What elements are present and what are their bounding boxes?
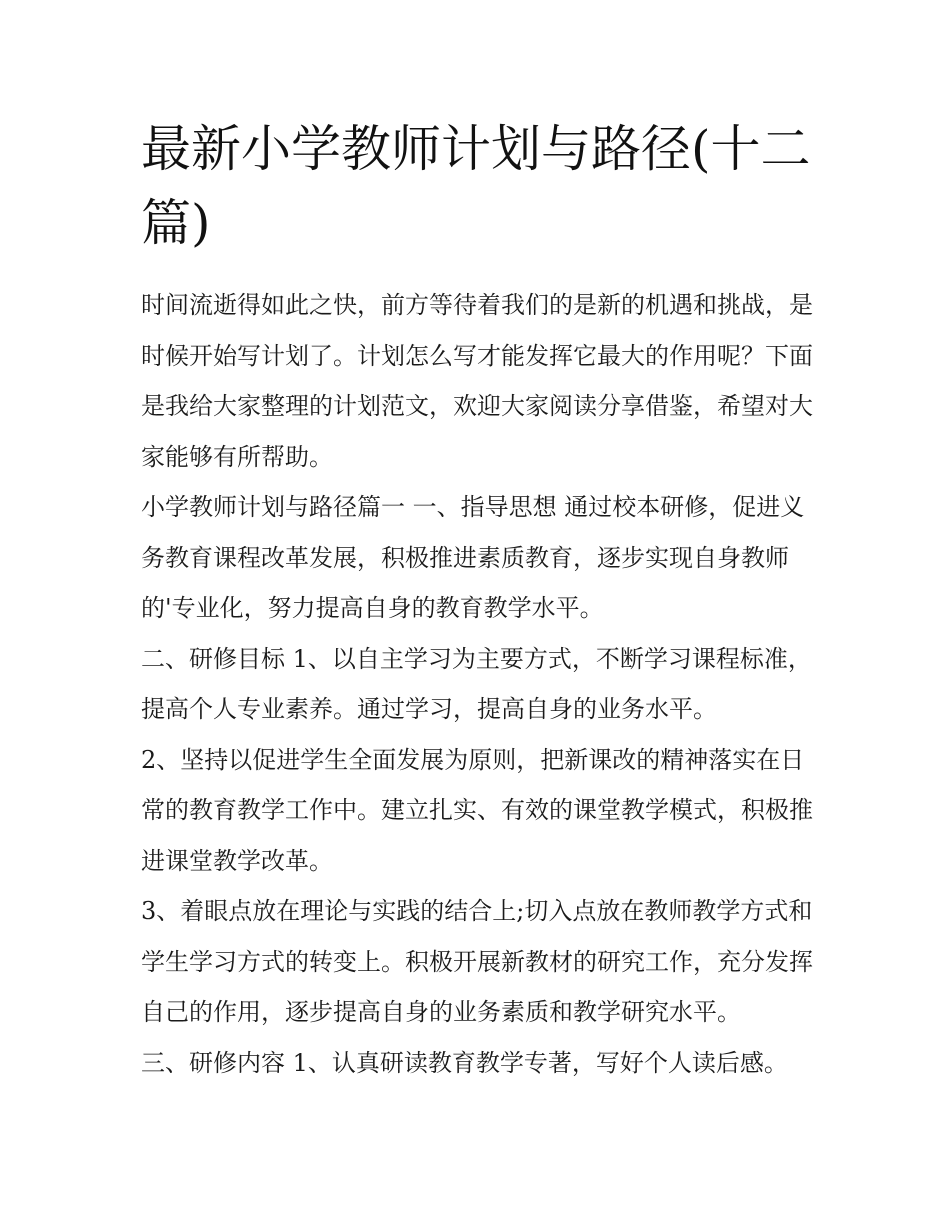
paragraph-content-1: 三、研修内容 1、认真研读教育教学专著，写好个人读后感。 bbox=[141, 1048, 788, 1077]
paragraph-guiding-ideology: 小学教师计划与路径篇一 一、指导思想 通过校本研修，促进义务教育课程改革发展，积极推进素质教育，逐步实现自身教师的'专业化，努力提高自身的教育教学水平。 bbox=[141, 493, 805, 622]
paragraph-goal-1: 二、研修目标 1、以自主学习为主要方式，不断学习课程标准，提高个人专业素养。通过学习，提高自身的业务水平。 bbox=[141, 644, 812, 723]
paragraph-intro: 时间流逝得如此之快，前方等待着我们的是新的机遇和挑战，是时候开始写计划了。计划怎么写才能发挥它最大的作用呢？下面是我给大家整理的计划范文，欢迎大家阅读分享借鉴，希望对大家能够有所帮助。 bbox=[141, 291, 813, 471]
paragraph-goal-3: 3、着眼点放在理论与实践的结合上;切入点放在教师教学方式和学生学习方式的转变上。积极开展新教材的研究工作，充分发挥自己的作用，逐步提高自身的业务素质和教学研究水平。 bbox=[141, 897, 813, 1026]
document-title: 最新小学教师计划与路径(十二篇) bbox=[141, 120, 811, 252]
paragraph-goal-2: 2、坚持以促进学生全面发展为原则，把新课改的精神落实在日常的教育教学工作中。建立扎实、有效的课堂教学模式，积极推进课堂教学改革。 bbox=[141, 745, 813, 875]
document-body bbox=[141, 280, 813, 1088]
